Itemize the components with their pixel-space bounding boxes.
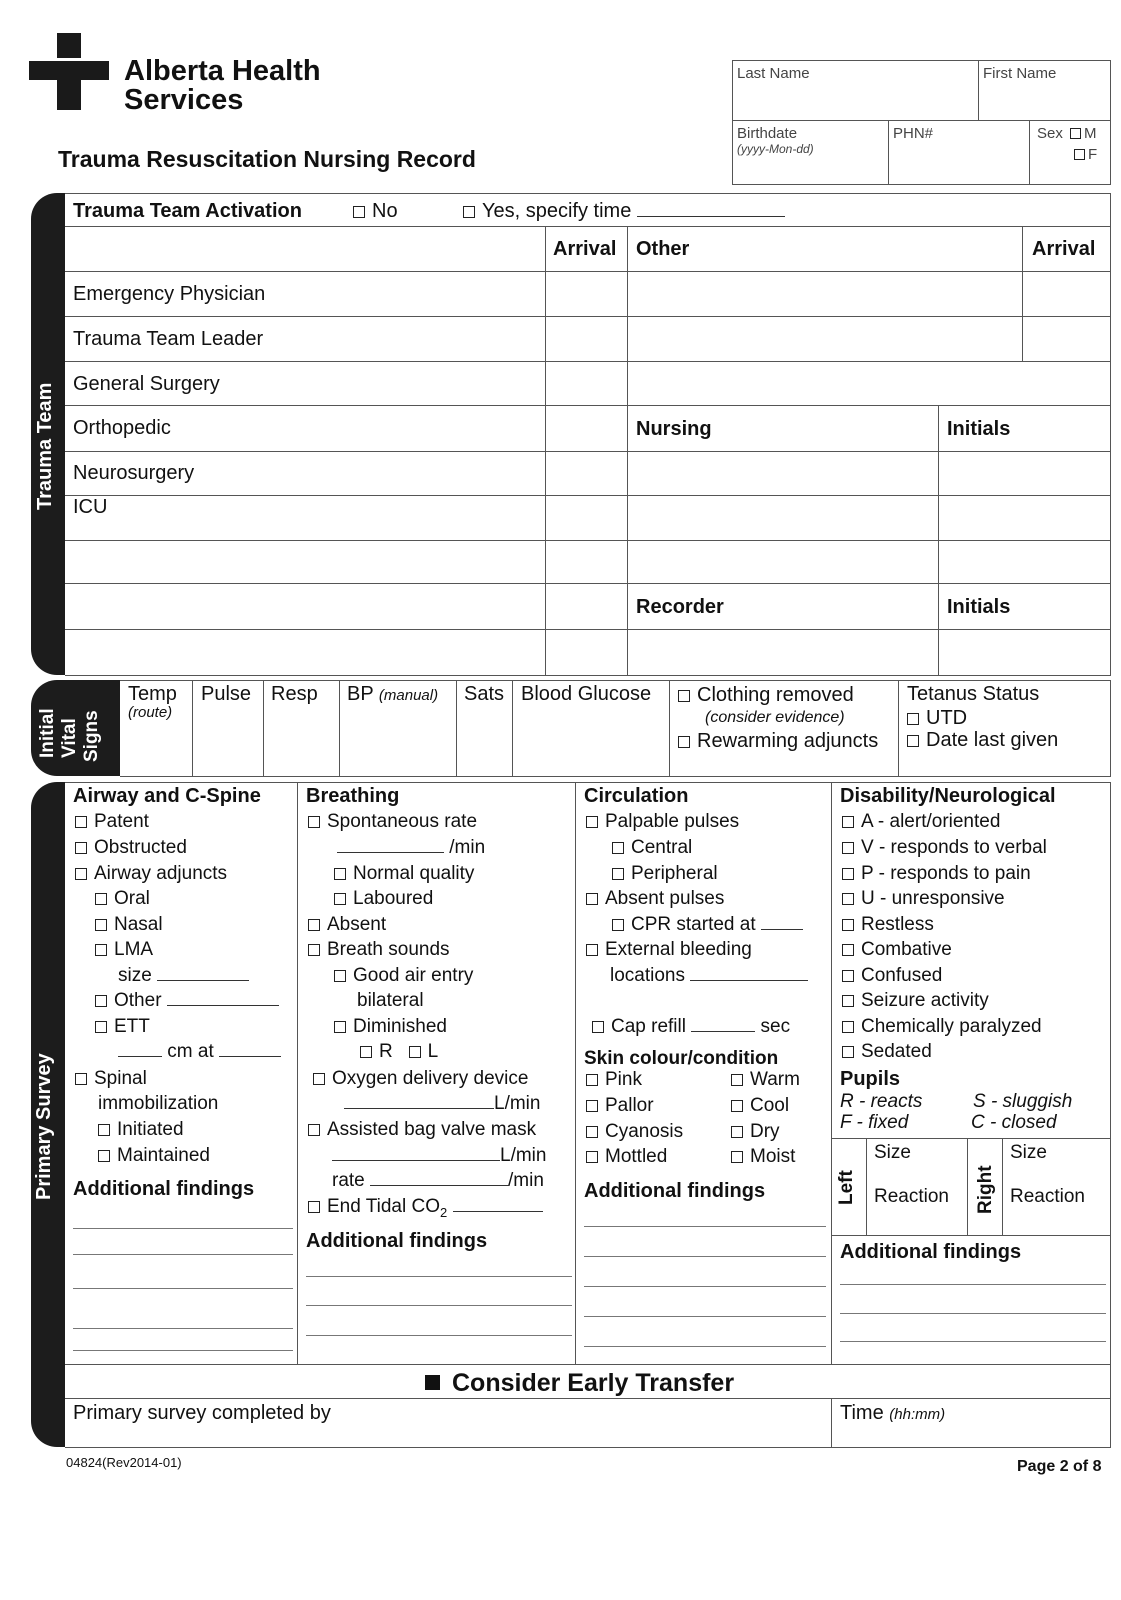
primary-survey-section-label: Primary Survey [33, 1053, 55, 1200]
survey-time-field[interactable]: Time (hh:mm) [840, 1402, 946, 1424]
disability-additional-findings: Additional findings [840, 1241, 1022, 1263]
breathing-spontaneous-option[interactable]: Spontaneous rate [308, 811, 477, 833]
breathing-laboured-option[interactable]: Laboured [334, 888, 433, 910]
assisted-rate-field[interactable]: rate /min [332, 1170, 544, 1191]
skin-cool-option[interactable]: Cool [731, 1095, 789, 1117]
avpu-p-option[interactable]: P - responds to pain [842, 863, 1031, 885]
diminished-option[interactable]: Diminished [334, 1016, 447, 1038]
vitals-label-line3: Signs [81, 710, 102, 762]
skin-dry-option[interactable]: Dry [731, 1121, 780, 1143]
airway-initiated-option[interactable]: Initiated [98, 1119, 184, 1141]
skin-pink-option[interactable]: Pink [586, 1069, 642, 1091]
blood-glucose-field[interactable]: Blood Glucose [521, 683, 652, 705]
avpu-u-option[interactable]: U - unresponsive [842, 888, 1005, 910]
sex-label: Sex M [1037, 125, 1097, 142]
circulation-additional-findings: Additional findings [584, 1180, 766, 1202]
resp-field[interactable]: Resp [271, 683, 318, 705]
skin-warm-option[interactable]: Warm [731, 1069, 800, 1091]
sex-f-option[interactable]: F [1074, 144, 1097, 166]
left-pupil-reaction-field[interactable]: Reaction [874, 1186, 949, 1207]
role-icu: ICU [73, 496, 108, 518]
birthdate-field[interactable]: Birthdate [737, 125, 798, 142]
assisted-flow-field[interactable]: L/min [332, 1145, 546, 1167]
external-bleeding-option[interactable]: External bleeding [586, 939, 752, 961]
cap-refill-field[interactable]: Cap refill sec [592, 1016, 790, 1038]
airway-nasal-option[interactable]: Nasal [95, 914, 163, 936]
sex-m-checkbox[interactable] [1070, 128, 1081, 139]
vitals-label-line2: Vital [59, 718, 80, 758]
cpr-started-option[interactable]: CPR started at [612, 914, 803, 936]
role-emergency-physician: Emergency Physician [73, 283, 266, 305]
nursing-initials-label: Initials [947, 418, 1011, 440]
breathing-absent-option[interactable]: Absent [308, 914, 386, 936]
avpu-a-option[interactable]: A - alert/oriented [842, 811, 1000, 833]
airway-ett-cm-at[interactable]: cm at [118, 1041, 281, 1063]
combative-option[interactable]: Combative [842, 939, 952, 961]
sedated-option[interactable]: Sedated [842, 1041, 932, 1063]
pupils-key-sluggish: S - sluggish [973, 1091, 1073, 1112]
survey-completed-by-field[interactable]: Primary survey completed by [73, 1402, 331, 1424]
airway-adjuncts-option[interactable]: Airway adjuncts [75, 863, 227, 885]
confused-option[interactable]: Confused [842, 965, 942, 987]
breath-sounds-option[interactable]: Breath sounds [308, 939, 450, 961]
arrival-header-right: Arrival [1032, 238, 1096, 260]
temp-route: (route) [128, 704, 173, 721]
oxygen-flow-field[interactable]: L/min [344, 1093, 540, 1115]
bp-field[interactable]: BP (manual) [347, 683, 439, 705]
bleeding-locations-field[interactable]: locations [610, 965, 808, 987]
right-pupil-reaction-field[interactable]: Reaction [1010, 1186, 1085, 1207]
org-name-line2: Services [124, 84, 244, 116]
skin-colour-title: Skin colour/condition [584, 1048, 779, 1069]
restless-option[interactable]: Restless [842, 914, 934, 936]
recorder-initials-label: Initials [947, 596, 1011, 618]
airway-oral-option[interactable]: Oral [95, 888, 150, 910]
page-number: Page 2 of 8 [1017, 1458, 1102, 1475]
disability-title: Disability/Neurological [840, 785, 1056, 807]
activation-no-option[interactable]: No [353, 200, 398, 222]
chemically-paralyzed-option[interactable]: Chemically paralyzed [842, 1016, 1042, 1038]
skin-cyanosis-option[interactable]: Cyanosis [586, 1121, 683, 1143]
tetanus-status-label: Tetanus Status [907, 683, 1040, 705]
diminished-sides[interactable]: R L [360, 1041, 438, 1063]
pupil-left-label: Left [836, 1170, 857, 1205]
airway-spinal-option[interactable]: Spinal [75, 1068, 147, 1090]
nursing-label: Nursing [636, 418, 712, 440]
skin-moist-option[interactable]: Moist [731, 1146, 795, 1168]
right-pupil-size-field[interactable]: Size [1010, 1142, 1047, 1163]
arrival-header: Arrival [553, 238, 617, 260]
role-general-surgery: General Surgery [73, 373, 220, 395]
clothing-note: (consider evidence) [705, 709, 845, 726]
airway-patent-option[interactable]: Patent [75, 811, 149, 833]
central-pulse-option[interactable]: Central [612, 837, 692, 859]
first-name-field[interactable]: First Name [983, 65, 1057, 82]
breathing-normal-option[interactable]: Normal quality [334, 863, 474, 885]
pupil-right-label: Right [975, 1165, 996, 1214]
org-name-line1: Alberta Health [124, 55, 321, 87]
airway-ett-option[interactable]: ETT [95, 1016, 150, 1038]
consider-early-transfer: Consider Early Transfer [425, 1369, 734, 1397]
role-neurosurgery: Neurosurgery [73, 462, 195, 484]
other-header: Other [636, 238, 690, 260]
skin-pallor-option[interactable]: Pallor [586, 1095, 654, 1117]
birthdate-format: (yyyy-Mon-dd) [737, 142, 814, 156]
pupils-key-reacts: R - reacts [840, 1091, 923, 1112]
recorder-label: Recorder [636, 596, 724, 618]
peripheral-pulse-option[interactable]: Peripheral [612, 863, 718, 885]
tetanus-date-option[interactable]: Date last given [907, 729, 1058, 751]
skin-mottled-option[interactable]: Mottled [586, 1146, 667, 1168]
square-bullet-icon [425, 1375, 440, 1390]
pulse-field[interactable]: Pulse [201, 683, 252, 705]
breathing-rate-field[interactable]: /min [337, 837, 485, 859]
sats-field[interactable]: Sats [464, 683, 505, 705]
phn-field[interactable]: PHN# [893, 125, 934, 142]
activation-yes-checkbox[interactable] [463, 206, 475, 218]
trauma-team-activation-label: Trauma Team Activation [73, 200, 302, 222]
pupils-key-closed: C - closed [971, 1112, 1057, 1133]
bilateral-text: bilateral [357, 990, 424, 1011]
left-pupil-size-field[interactable]: Size [874, 1142, 911, 1163]
airway-additional-findings: Additional findings [73, 1178, 255, 1200]
pupils-label: Pupils [840, 1068, 901, 1090]
assisted-bvm-option[interactable]: Assisted bag valve mask [308, 1119, 536, 1141]
breathing-additional-findings: Additional findings [306, 1230, 488, 1252]
form-code: 04824(Rev2014-01) [66, 1455, 182, 1470]
last-name-field[interactable]: Last Name [737, 65, 810, 82]
activation-yes-option[interactable]: Yes, specify time [463, 200, 785, 222]
airway-obstructed-option[interactable]: Obstructed [75, 837, 187, 859]
tetanus-utd-option[interactable]: UTD [907, 707, 967, 729]
oxygen-delivery-option[interactable]: Oxygen delivery device [313, 1068, 528, 1090]
airway-title: Airway and C-Spine [73, 785, 261, 807]
seizure-option[interactable]: Seizure activity [842, 990, 989, 1012]
temp-field[interactable]: Temp [128, 683, 177, 705]
activation-no-checkbox[interactable] [353, 206, 365, 218]
clothing-removed-option[interactable]: Clothing removed [678, 684, 854, 706]
form-title: Trauma Resuscitation Nursing Record [58, 146, 476, 172]
end-tidal-co2-option[interactable]: End Tidal $CO_2$ [308, 1196, 543, 1224]
role-trauma-team-leader: Trauma Team Leader [73, 328, 264, 350]
vitals-label-line1: Initial [37, 708, 58, 758]
absent-pulses-option[interactable]: Absent pulses [586, 888, 724, 910]
avpu-v-option[interactable]: V - responds to verbal [842, 837, 1047, 859]
airway-lma-size[interactable]: size [118, 965, 249, 987]
rewarming-option[interactable]: Rewarming adjuncts [678, 730, 878, 752]
role-orthopedic: Orthopedic [73, 417, 171, 439]
circulation-title: Circulation [584, 785, 689, 807]
airway-immobilization: immobilization [98, 1093, 219, 1114]
trauma-team-section-label: Trauma Team [34, 382, 56, 510]
airway-maintained-option[interactable]: Maintained [98, 1145, 210, 1167]
good-air-entry-option[interactable]: Good air entry [334, 965, 473, 987]
pupils-key-fixed: F - fixed [840, 1112, 909, 1133]
palpable-pulses-option[interactable]: Palpable pulses [586, 811, 739, 833]
airway-other-option[interactable]: Other [95, 990, 279, 1012]
airway-lma-option[interactable]: LMA [95, 939, 153, 961]
breathing-title: Breathing [306, 785, 400, 807]
